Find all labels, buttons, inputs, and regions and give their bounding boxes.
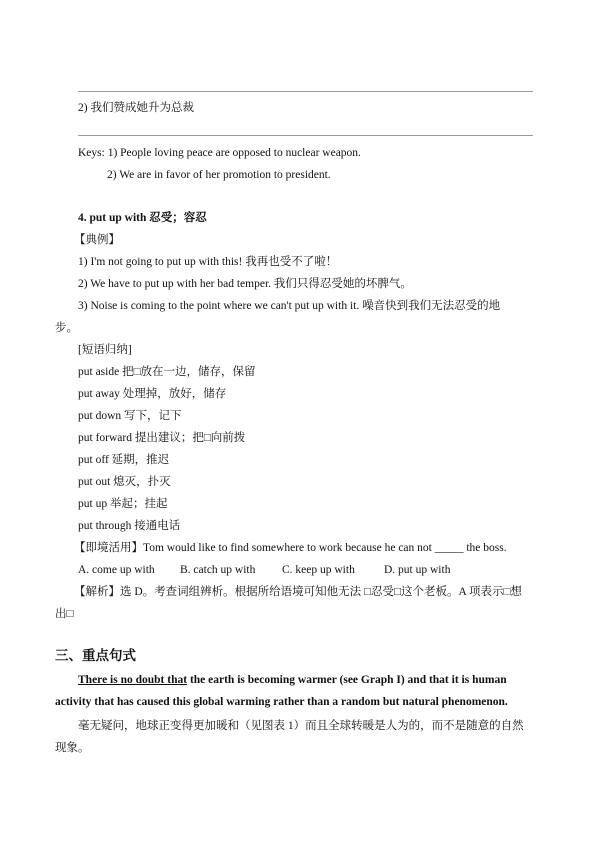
phrase-list-item: put up 举起；挂起 (78, 498, 168, 510)
key-sentence-pattern: There is no doubt that (78, 674, 188, 686)
option-c: C. keep up with (282, 564, 355, 576)
phrase-list-item: put down 写下，记下 (78, 410, 182, 422)
answer-line-1 (78, 91, 533, 92)
keys-line-1: Keys: 1) People loving peace are opposed to nuclear weapon. (78, 147, 361, 159)
example-3-cont: 步。 (55, 322, 78, 334)
key-sentence-line-2: activity that has caused this global warming rather than a random but natural phenomenon. (55, 696, 508, 708)
key-sentence-rest: the earth is becoming warmer (see Graph I) and that it is human (187, 674, 507, 686)
translation: 毫无疑问，地球正变得更加暖和（见图表 1）而且全球转暖是人为的，而不是随意的自然 (78, 720, 524, 732)
summary-tag: [短语归纳] (78, 344, 132, 356)
phrase-list-item: put out 熄灭，扑灭 (78, 476, 171, 488)
practice-question: 【即境活用】Tom would like to find somewhere to work because he can not _____ the boss. (74, 542, 507, 554)
example-1: 1) I'm not going to put up with this! 我再也受不了啦！ (78, 256, 338, 268)
key-sentence-line-1 (78, 673, 507, 687)
phrase-list-item: put forward 提出建议；把□向前拨 (78, 432, 246, 444)
exercise-item-2: 2) 我们赞成她升为总裁 (78, 102, 194, 114)
option-d: D. put up with (384, 564, 451, 576)
translation-cont: 现象。 (55, 742, 90, 754)
example-2: 2) We have to put up with her bad temper. 我们只得忍受她的坏脾气。 (78, 278, 412, 290)
section-heading: 三、重点句式 (55, 648, 136, 664)
keys-line-2: 2) We are in favor of her promotion to president. (107, 169, 331, 181)
examples-tag: 【典例】 (74, 234, 120, 246)
option-b: B. catch up with (180, 564, 256, 576)
phrase-heading: 4. put up with 忍受；容忍 (78, 212, 207, 224)
phrase-list-item: put off 延期，推迟 (78, 454, 170, 466)
analysis-cont: 出□ (55, 608, 74, 620)
phrase-list-item: put aside 把□放在一边，储存，保留 (78, 366, 256, 378)
phrase-list-item: put through 接通电话 (78, 520, 181, 532)
option-a: A. come up with (78, 564, 155, 576)
example-3: 3) Noise is coming to the point where we can't put up with it. 噪音快到我们无法忍受的地 (78, 300, 501, 312)
analysis: 【解析】选 D。考查词组辨析。根据所给语境可知他无法 □忍受□这个老板。A 项表示□想 (74, 586, 522, 598)
phrase-list-item: put away 处理掉，放好，储存 (78, 388, 227, 400)
answer-line-2 (78, 135, 533, 136)
